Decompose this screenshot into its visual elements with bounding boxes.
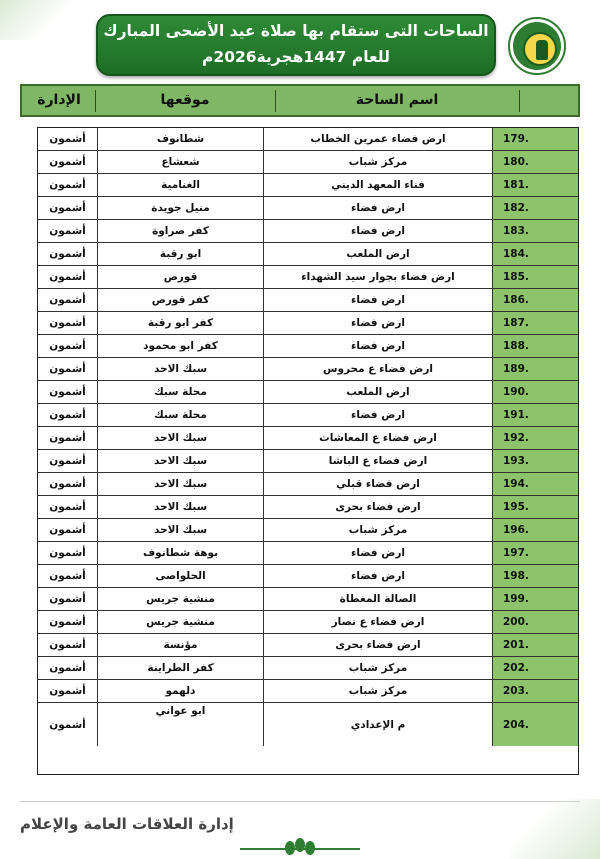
governorate-seal-icon bbox=[508, 17, 566, 75]
row-department: أشمون bbox=[38, 335, 98, 357]
table-row bbox=[38, 220, 578, 243]
row-department: أشمون bbox=[38, 450, 98, 472]
row-department: أشمون bbox=[38, 519, 98, 541]
row-department: أشمون bbox=[38, 634, 98, 656]
table-row bbox=[38, 588, 578, 611]
table-row bbox=[38, 565, 578, 588]
row-department: أشمون bbox=[38, 703, 98, 746]
row-number: 194. bbox=[493, 473, 578, 495]
row-name: ارض الملعب bbox=[263, 243, 493, 265]
row-department: أشمون bbox=[38, 404, 98, 426]
row-location: ابو عواني bbox=[155, 705, 206, 717]
table-row bbox=[38, 657, 578, 680]
row-number: 203. bbox=[493, 680, 578, 702]
row-number: 192. bbox=[493, 427, 578, 449]
row-number: 198. bbox=[493, 565, 578, 587]
table-header bbox=[20, 84, 580, 117]
table-row bbox=[38, 634, 578, 657]
row-number: 197. bbox=[493, 542, 578, 564]
row-department: أشمون bbox=[38, 243, 98, 265]
row-location: ابو رقبة bbox=[159, 248, 202, 260]
row-location: سبك الاحد bbox=[153, 432, 208, 444]
row-number: 182. bbox=[493, 197, 578, 219]
row-name: ارض فضاء ع المعاشات bbox=[263, 427, 493, 449]
row-location: كفر ابو محمود bbox=[143, 340, 218, 352]
header-department: الإدارة bbox=[37, 92, 81, 108]
row-number: 181. bbox=[493, 174, 578, 196]
row-name: ارض فضاء عمرين الخطاب bbox=[263, 128, 493, 150]
table-row bbox=[38, 335, 578, 358]
row-department: أشمون bbox=[38, 542, 98, 564]
row-location: سبك الاحد bbox=[153, 455, 208, 467]
table-row bbox=[38, 427, 578, 450]
row-name: مركز شباب bbox=[263, 657, 493, 679]
row-name: ارض الملعب bbox=[263, 381, 493, 403]
row-name: مركز شباب bbox=[263, 680, 493, 702]
row-location: دلهمو bbox=[165, 685, 196, 697]
corner-decoration-top bbox=[0, 0, 70, 40]
row-location: منيل جويدة bbox=[151, 202, 210, 214]
row-location: سبك الاحد bbox=[153, 363, 208, 375]
header-name: اسم الساحة bbox=[355, 92, 439, 108]
row-department: أشمون bbox=[38, 588, 98, 610]
row-name: مركز شباب bbox=[263, 519, 493, 541]
header-location: موقعها bbox=[160, 92, 210, 108]
row-name: ارض فضاء bbox=[263, 335, 493, 357]
table-row bbox=[38, 473, 578, 496]
seal-ring bbox=[513, 22, 561, 70]
row-number: 195. bbox=[493, 496, 578, 518]
header-divider bbox=[95, 90, 96, 112]
row-department: أشمون bbox=[38, 381, 98, 403]
title-banner bbox=[96, 14, 496, 76]
row-location: الغنامية bbox=[161, 179, 200, 191]
row-name: ارض فضاء بحرى bbox=[263, 496, 493, 518]
row-location: كفر صراوة bbox=[152, 225, 209, 237]
row-location: محلة سبك bbox=[154, 409, 207, 421]
header-divider bbox=[275, 90, 276, 112]
row-department: أشمون bbox=[38, 220, 98, 242]
header-divider bbox=[519, 90, 520, 112]
leaf-ornament-icon bbox=[240, 838, 360, 858]
row-department: أشمون bbox=[38, 473, 98, 495]
row-name: ارض فضاء قبلي bbox=[263, 473, 493, 495]
data-table bbox=[37, 127, 579, 775]
row-number: 184. bbox=[493, 243, 578, 265]
row-number: 183. bbox=[493, 220, 578, 242]
table-row bbox=[38, 128, 578, 151]
title-line-2: للعام 1447هجرية2026م bbox=[202, 48, 390, 66]
row-number: 189. bbox=[493, 358, 578, 380]
table-row bbox=[38, 243, 578, 266]
row-department: أشمون bbox=[38, 358, 98, 380]
row-department: أشمون bbox=[38, 611, 98, 633]
row-location: منشية جريس bbox=[146, 593, 215, 605]
table-row bbox=[38, 680, 578, 703]
table-row bbox=[38, 312, 578, 335]
row-department: أشمون bbox=[38, 174, 98, 196]
row-location: كفر قورص bbox=[151, 294, 210, 306]
row-name: ارض فضاء bbox=[263, 312, 493, 334]
row-number: 201. bbox=[493, 634, 578, 656]
table-row bbox=[38, 611, 578, 634]
row-department: أشمون bbox=[38, 312, 98, 334]
row-name: ارض فضاء بحرى bbox=[263, 634, 493, 656]
row-location: الحلواصى bbox=[155, 570, 206, 582]
row-name: ارض فضاء bbox=[263, 289, 493, 311]
row-department: أشمون bbox=[38, 496, 98, 518]
row-location: شعشاع bbox=[161, 156, 200, 168]
table-row bbox=[38, 450, 578, 473]
row-number: 186. bbox=[493, 289, 578, 311]
table-row bbox=[38, 266, 578, 289]
table-row bbox=[38, 358, 578, 381]
row-number: 188. bbox=[493, 335, 578, 357]
row-department: أشمون bbox=[38, 289, 98, 311]
table-row bbox=[38, 496, 578, 519]
row-name: ارض فضاء بجوار سيد الشهداء bbox=[263, 266, 493, 288]
row-location: قورص bbox=[163, 271, 198, 283]
row-name: ارض فضاء bbox=[263, 197, 493, 219]
row-location: مؤنسة bbox=[163, 639, 198, 651]
table-row bbox=[38, 289, 578, 312]
table-row bbox=[38, 542, 578, 565]
row-name: ارض فضاء ع محروس bbox=[263, 358, 493, 380]
row-department: أشمون bbox=[38, 680, 98, 702]
row-department: أشمون bbox=[38, 151, 98, 173]
footer-divider bbox=[20, 801, 580, 802]
row-department: أشمون bbox=[38, 657, 98, 679]
row-number: 193. bbox=[493, 450, 578, 472]
row-department: أشمون bbox=[38, 197, 98, 219]
row-location: بوهة شطانوف bbox=[142, 547, 219, 559]
row-number: 191. bbox=[493, 404, 578, 426]
table-row bbox=[38, 197, 578, 220]
row-number: 190. bbox=[493, 381, 578, 403]
table-row bbox=[38, 519, 578, 542]
row-name: مركز شباب bbox=[263, 151, 493, 173]
row-location: سبك الاحد bbox=[153, 478, 208, 490]
table-row bbox=[38, 703, 578, 746]
table-row bbox=[38, 151, 578, 174]
seal-emblem-icon bbox=[536, 40, 548, 60]
row-location: شطانوف bbox=[156, 133, 205, 145]
row-number: 202. bbox=[493, 657, 578, 679]
row-location: كفر الطراينة bbox=[147, 662, 214, 674]
row-department: أشمون bbox=[38, 266, 98, 288]
row-department: أشمون bbox=[38, 565, 98, 587]
row-number: 180. bbox=[493, 151, 578, 173]
table-row bbox=[38, 381, 578, 404]
row-number: 185. bbox=[493, 266, 578, 288]
row-name: ارض فضاء bbox=[263, 542, 493, 564]
row-location: سبك الاحد bbox=[153, 501, 208, 513]
title-line-1: الساحات التى ستقام بها صلاة عيد الأضحى المبارك bbox=[103, 22, 489, 40]
ornament-leaf bbox=[285, 841, 295, 855]
row-number: 196. bbox=[493, 519, 578, 541]
row-name: م الإعدادي bbox=[263, 703, 493, 746]
row-name: الصالة المغطاة bbox=[263, 588, 493, 610]
row-name: ارض فضاء bbox=[263, 404, 493, 426]
row-number: 179. bbox=[493, 128, 578, 150]
row-location: كفر ابو رقبة bbox=[147, 317, 214, 329]
row-number: 204. bbox=[493, 703, 578, 746]
row-name: ارض فضاء ع الباشا bbox=[263, 450, 493, 472]
row-number: 200. bbox=[493, 611, 578, 633]
row-name: ارض فضاء bbox=[263, 565, 493, 587]
row-name: ارض فضاء ع نصار bbox=[263, 611, 493, 633]
table-row bbox=[38, 404, 578, 427]
row-department: أشمون bbox=[38, 128, 98, 150]
seal-center bbox=[523, 32, 557, 66]
table-row bbox=[38, 174, 578, 197]
row-location: منشية جريس bbox=[146, 616, 215, 628]
row-department: أشمون bbox=[38, 427, 98, 449]
row-name: ارض فضاء bbox=[263, 220, 493, 242]
row-location: سبك الاحد bbox=[153, 524, 208, 536]
row-number: 187. bbox=[493, 312, 578, 334]
row-number: 199. bbox=[493, 588, 578, 610]
ornament-leaf bbox=[295, 838, 305, 852]
row-location: محلة سبك bbox=[154, 386, 207, 398]
ornament-leaf bbox=[305, 841, 315, 855]
row-name: فناء المعهد الديني bbox=[263, 174, 493, 196]
footer-text: إدارة العلاقات العامة والإعلام bbox=[20, 815, 234, 833]
